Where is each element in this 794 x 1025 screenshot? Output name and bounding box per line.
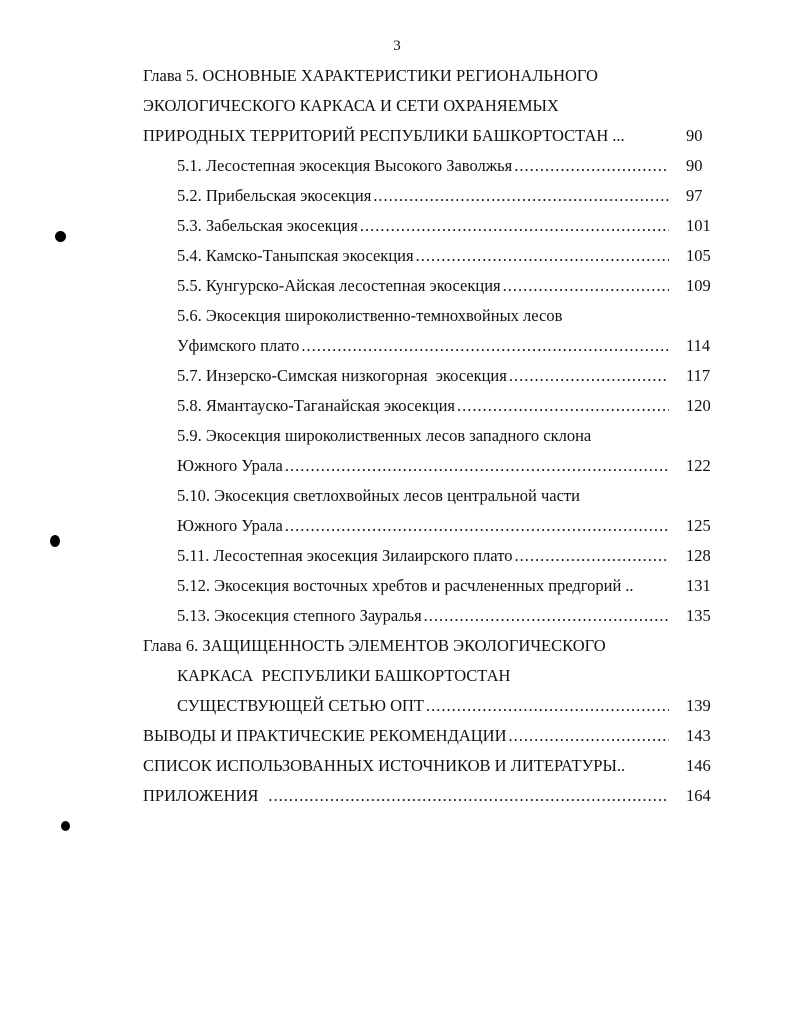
toc-page-number: 146 bbox=[686, 756, 711, 775]
toc-entry-title: ПРИРОДНЫХ ТЕРРИТОРИЙ РЕСПУБЛИКИ БАШКОРТОСТАН bbox=[143, 126, 609, 145]
toc-entry-title: Уфимского плато bbox=[177, 336, 300, 355]
toc-chapter6-line2: КАРКАСА РЕСПУБЛИКИ БАШКОРТОСТАН bbox=[177, 666, 511, 685]
toc-leader-dots bbox=[301, 333, 669, 359]
toc-page-number: 122 bbox=[686, 456, 711, 475]
toc-page-number: 117 bbox=[686, 366, 711, 385]
toc-appendices bbox=[143, 783, 671, 809]
toc-section-5-5 bbox=[177, 273, 671, 299]
toc-page-number: 90 bbox=[686, 126, 703, 145]
toc-section-5-1 bbox=[177, 153, 671, 179]
toc-section-5-8 bbox=[177, 393, 671, 419]
toc-entry-title: ПРИЛОЖЕНИЯ bbox=[143, 786, 259, 805]
toc-page-number: 109 bbox=[686, 276, 711, 295]
toc-entry-title: 5.13. Экосекция степного Зауралья bbox=[177, 606, 422, 625]
toc-section-5-12 bbox=[177, 573, 634, 599]
toc-entry-title: 5.4. Камско-Таныпская экосекция bbox=[177, 246, 414, 265]
toc-section-5-6-line2 bbox=[177, 333, 671, 359]
toc-entry-title: ВЫВОДЫ И ПРАКТИЧЕСКИЕ РЕКОМЕНДАЦИИ bbox=[143, 726, 507, 745]
toc-leader-dots bbox=[509, 363, 669, 389]
toc-section-5-4 bbox=[177, 243, 671, 269]
toc-entry-title: Южного Урала bbox=[177, 456, 283, 475]
toc-entry-title: 5.8. Ямантауско-Таганайская экосекция bbox=[177, 396, 455, 415]
toc-leader-dots: ... bbox=[612, 126, 625, 145]
toc-section-5-9-line1: 5.9. Экосекция широколиственных лесов западного склона bbox=[177, 426, 592, 445]
toc-leader-dots bbox=[457, 393, 669, 419]
toc-leader-dots bbox=[424, 603, 669, 629]
toc-section-5-2 bbox=[177, 183, 671, 209]
toc-leader-dots bbox=[268, 783, 669, 809]
toc-page-number: 128 bbox=[686, 546, 711, 565]
toc-leader-dots bbox=[514, 153, 669, 179]
page-number: 3 bbox=[393, 38, 401, 54]
toc-entry-title: 5.1. Лесостепная экосекция Высокого Заволжья bbox=[177, 156, 513, 175]
toc-leader-dots bbox=[426, 693, 669, 719]
toc-leader-dots bbox=[508, 723, 669, 749]
toc-section-5-7 bbox=[177, 363, 671, 389]
toc-page-number: 114 bbox=[686, 336, 711, 355]
toc-section-5-13 bbox=[177, 603, 671, 629]
toc-leader-dots: .. bbox=[625, 576, 634, 595]
toc-chapter5-line1: Глава 5. ОСНОВНЫЕ ХАРАКТЕРИСТИКИ РЕГИОНАЛЬНОГО bbox=[143, 66, 598, 85]
toc-leader-dots bbox=[503, 273, 669, 299]
toc-page-number: 143 bbox=[686, 726, 711, 745]
toc-page-number: 101 bbox=[686, 216, 711, 235]
toc-entry-title: 5.11. Лесостепная экосекция Зилаирского плато bbox=[177, 546, 513, 565]
toc-leader-dots bbox=[514, 543, 669, 569]
toc-chapter6-line3 bbox=[177, 693, 671, 719]
toc-page-number: 125 bbox=[686, 516, 711, 535]
toc-chapter6-line1: Глава 6. ЗАЩИЩЕННОСТЬ ЭЛЕМЕНТОВ ЭКОЛОГИЧЕСКОГО bbox=[143, 636, 606, 655]
toc-entry-title: 5.5. Кунгурско-Айская лесостепная экосекция bbox=[177, 276, 501, 295]
toc-page-number: 135 bbox=[686, 606, 711, 625]
toc-section-5-11 bbox=[177, 543, 671, 569]
toc-conclusions bbox=[143, 723, 671, 749]
toc-entry-title: 5.7. Инзерско-Симская низкогорная экосекция bbox=[177, 366, 507, 385]
toc-section-5-9-line2 bbox=[177, 453, 671, 479]
toc-leader-dots bbox=[285, 513, 669, 539]
toc-section-5-3 bbox=[177, 213, 671, 239]
toc-entry-title: Южного Урала bbox=[177, 516, 283, 535]
toc-entry-title: 5.3. Забельская экосекция bbox=[177, 216, 358, 235]
toc-chapter5-line3 bbox=[143, 123, 625, 149]
scan-blot-bottom bbox=[61, 821, 70, 831]
toc-leader-dots: .. bbox=[616, 756, 626, 775]
toc-section-5-10-line1: 5.10. Экосекция светлохвойных лесов центральной части bbox=[177, 486, 580, 505]
scan-blot-top bbox=[55, 231, 66, 242]
toc-section-5-6-line1: 5.6. Экосекция широколиственно-темнохвойных лесов bbox=[177, 306, 563, 325]
toc-entry-title: СУЩЕСТВУЮЩЕЙ СЕТЬЮ ОПТ bbox=[177, 696, 424, 715]
toc-references bbox=[143, 753, 625, 779]
toc-leader-dots bbox=[373, 183, 669, 209]
toc-entry-title: 5.2. Прибельская экосекция bbox=[177, 186, 372, 205]
toc-section-5-10-line2 bbox=[177, 513, 671, 539]
toc-page-number: 131 bbox=[686, 576, 711, 595]
toc-page-number: 164 bbox=[686, 786, 711, 805]
toc-leader-dots bbox=[360, 213, 669, 239]
toc-entry-title: СПИСОК ИСПОЛЬЗОВАННЫХ ИСТОЧНИКОВ И ЛИТЕРАТУРЫ bbox=[143, 756, 617, 775]
toc-chapter5-line2: ЭКОЛОГИЧЕСКОГО КАРКАСА И СЕТИ ОХРАНЯЕМЫХ bbox=[143, 96, 559, 115]
toc-leader-dots bbox=[285, 453, 669, 479]
toc-entry-title: 5.12. Экосекция восточных хребтов и расчлененных предгорий bbox=[177, 576, 622, 595]
toc-page-number: 97 bbox=[686, 186, 703, 205]
toc-page-number: 105 bbox=[686, 246, 711, 265]
toc-leader-dots bbox=[416, 243, 669, 269]
toc-page-number: 120 bbox=[686, 396, 711, 415]
toc-page-number: 139 bbox=[686, 696, 711, 715]
scan-blot-middle bbox=[50, 535, 60, 547]
toc-page-number: 90 bbox=[686, 156, 703, 175]
